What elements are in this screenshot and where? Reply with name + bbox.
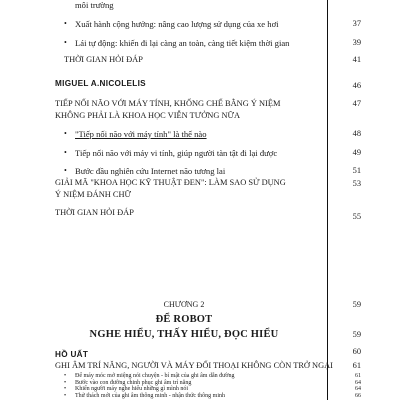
- page-number: 61: [352, 361, 361, 370]
- bullet-icon: •: [64, 166, 67, 175]
- toc-entry-qa: THỜI GIAN HỎI ĐÁP: [64, 55, 143, 64]
- page-number-divider: [327, 0, 328, 400]
- page-number: 59: [352, 330, 361, 339]
- page-number: 64: [355, 379, 361, 386]
- page-number: 49: [352, 148, 361, 157]
- toc-entry-text: "Tiếp nối não với máy tính" là thế nào: [75, 129, 207, 139]
- toc-entry-text: Lái tự động: khiến đi lại càng an toàn, càng tiết kiệm thời gian: [75, 38, 290, 48]
- toc-entry-text: Khiến người máy nghe hiểu những gì mình nói: [75, 386, 188, 392]
- bullet-icon: •: [64, 148, 67, 157]
- author-heading: HỒ UẤT: [55, 350, 89, 359]
- page-number: 46: [352, 81, 361, 90]
- bullet-icon: •: [64, 373, 67, 379]
- toc-entry-heading: TIẾP NỐI NÃO VỚI MÁY TÍNH, KHỐNG CHẾ BẰNG Ý NIỆM: [55, 99, 281, 108]
- page-number: 61: [355, 373, 361, 379]
- page-number: 55: [352, 212, 361, 221]
- page-number: 59: [352, 300, 361, 309]
- toc-entry-heading: GHI ÂM TRÍ NĂNG, NGƯỜI VÀ MÁY ĐỐI THOẠI KHÔNG CÒN TRỞ NGẠI: [55, 361, 333, 370]
- chapter-label: CHƯƠNG 2: [163, 300, 205, 309]
- toc-entry-text: Bước đầu nghiên cứu Internet não tương lai: [75, 166, 226, 176]
- bullet-icon: •: [64, 386, 67, 392]
- toc-entry-text: Thử thách mới của ghi âm thông minh - nhận thức thông minh: [75, 392, 225, 399]
- page-number: 66: [355, 392, 361, 399]
- page-number: 51: [352, 166, 361, 175]
- chapter-subtitle: NGHE HIỂU, THẤY HIỂU, ĐỌC HIỂU: [89, 329, 279, 340]
- page-number: 60: [352, 347, 361, 356]
- bullet-icon: •: [64, 38, 67, 47]
- page-number: 53: [352, 179, 361, 188]
- toc-entry-qa: THỜI GIAN HỎI ĐÁP: [55, 208, 134, 217]
- toc-entry-text: Xuất hành cộng hưởng: nâng cao lượng sử dụng của xe hơi: [75, 19, 279, 29]
- toc-entry-heading-cont: Ý NIỆM ĐÁNH CHỮ: [55, 190, 132, 199]
- bullet-icon: •: [64, 19, 67, 28]
- page-number: 64: [355, 386, 361, 392]
- page-number: 39: [352, 38, 361, 47]
- page-number: 37: [352, 19, 361, 28]
- toc-entry-text: Tiếp nối não với máy vi tính, giúp người tàn tật đi lại được: [75, 148, 278, 158]
- author-heading: MIGUEL A.NICOLELIS: [55, 79, 146, 88]
- toc-entry-text: môi trường: [75, 0, 114, 10]
- toc-entry-text: Bước vào con đường chinh phục ghi âm trí năng: [75, 379, 192, 386]
- page-number: 48: [352, 129, 361, 138]
- page-number: 41: [352, 55, 361, 64]
- toc-entry-text: Để máy móc mở miệng nói chuyện - bí mật của ghi âm dẫn đường: [75, 373, 235, 379]
- bullet-icon: •: [64, 129, 67, 138]
- toc-entry-heading: GIẢI MÃ "KHOA HỌC KỸ THUẬT ĐEN": LÀM SAO SỬ DỤNG: [55, 178, 286, 187]
- bullet-icon: •: [64, 392, 67, 399]
- chapter-title: ĐỂ ROBOT: [155, 314, 213, 325]
- toc-entry-heading-cont: KHÔNG PHẢI LÀ KHOA HỌC VIỄN TƯỞNG NỮA: [55, 111, 241, 120]
- bullet-icon: •: [64, 379, 67, 386]
- page-number: 47: [352, 99, 361, 108]
